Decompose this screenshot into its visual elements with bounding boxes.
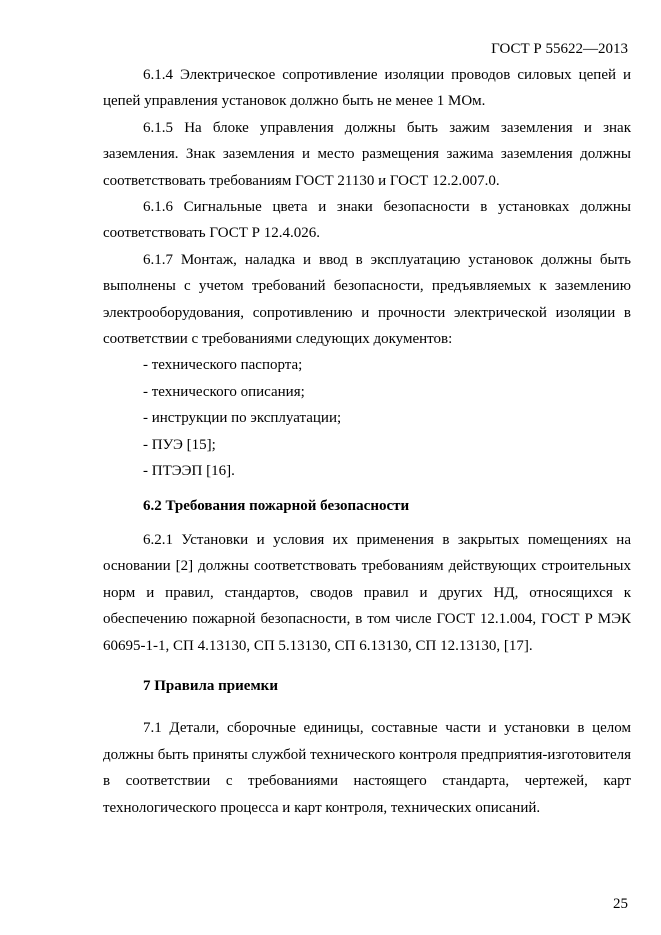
list-item: - ПУЭ [15];	[143, 436, 216, 453]
page-number: 25	[613, 896, 628, 912]
paragraph-6-1-6: 6.1.6 Сигнальные цвета и знаки безопасности в установках должны соответствовать ГОСТ Р 12.4.026.	[103, 199, 631, 242]
list-item: - инструкции по эксплуатации;	[143, 410, 342, 427]
spacer	[103, 659, 631, 673]
paragraph-6-1-5: 6.1.5 На блоке управления должны быть зажим заземления и знак заземления. Знак заземления и место размещения зажима заземления должны соответствовать требованиям ГОСТ 21130 и ГОСТ 12.2.007.0.	[103, 119, 631, 189]
paragraph-6-2-1: 6.2.1 Установки и условия их применения в закрытых помещениях на основании [2] должны соответствовать требованиям действующих строительных норм и правил, стандартов, сводов правил и других НД, относящихся к обеспечению пожарной безопасности, в том числе ГОСТ 12.1.004, ГОСТ Р МЭК 60695-1-1, СП 4.13130, СП 5.13130, СП 6.13130, СП 12.13130, [17].	[103, 531, 631, 654]
list-item: - ПТЭЭП [16].	[143, 463, 235, 480]
spacer	[103, 519, 631, 527]
page-body	[103, 62, 631, 821]
section-heading-6-2: 6.2 Требования пожарной безопасности	[143, 497, 410, 514]
paragraph-6-1-4: 6.1.4 Электрическое сопротивление изоляции проводов силовых цепей и цепей управления установок должно быть не менее 1 МОм.	[103, 67, 631, 110]
paragraph-6-1-7: 6.1.7 Монтаж, наладка и ввод в эксплуатацию установок должны быть выполнены с учетом требований безопасности, предъявляемых к заземлению электрооборудования, сопротивлению и прочности электрической изоляции в соответствии с требованиями следующих документов:	[103, 251, 631, 348]
paragraph-7-1: 7.1 Детали, сборочные единицы, составные части и установки в целом должны быть приняты службой технического контроля предприятия-изготовителя в соответствии с требованиями настоящего стандарта, чертежей, карт технологического процесса и карт контроля, технических описаний.	[103, 720, 631, 816]
standard-header: ГОСТ Р 55622—2013	[491, 41, 628, 57]
document-list	[103, 352, 631, 484]
spacer	[103, 485, 631, 493]
list-item: - технического описания;	[143, 383, 305, 400]
spacer	[103, 699, 631, 715]
section-heading-7: 7 Правила приемки	[143, 677, 278, 694]
list-item: - технического паспорта;	[143, 357, 303, 374]
